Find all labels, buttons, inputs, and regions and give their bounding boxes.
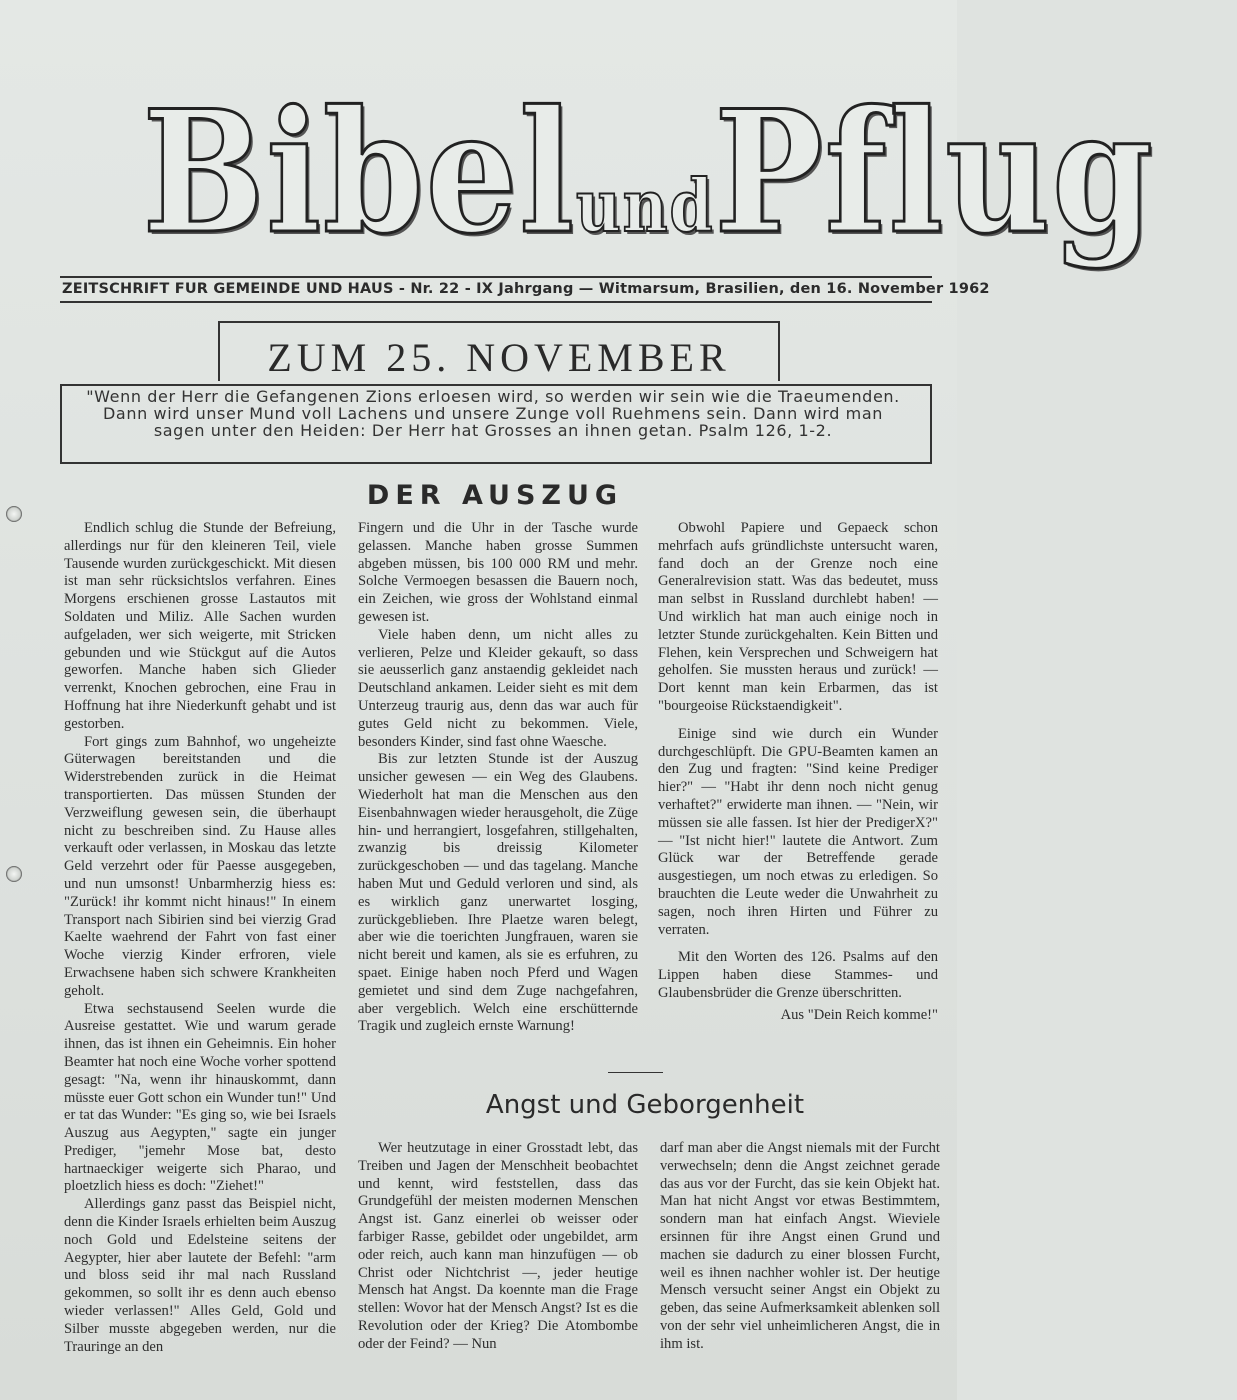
motto-quote: "Wenn der Herr die Gefangenen Zions erloesen wird, so werden wir sein wie die Traeumenden. Dann wird unser Mund voll Lachens und unsere Zunge voll Ruehmens sein. Dann wird man sagen unter den Heiden: Der Herr hat Grosses an ihnen getan. Psalm 126, 1-2. [86,387,900,440]
article2-column-1 [358,1140,638,1370]
paragraph: Einige sind wie durch ein Wunder durchgeschlüpft. Die GPU-Beamten kamen an den Zug und fragten: "Sind keine Prediger hier?" — "Habt ihr denn noch nicht genug verhaftet?" erwiderte man ihnen. — "Nein, wir müssen sie alle fassen. Ist hier der PredigerX?" — "Ist nicht hier!" lautete die Antwort. Zum Glück war der Betreffende gerade ausgestiegen, um noch etwas zu erledigen. So brauchten die Leute weder die Unwahrheit zu sagen, noch ihren Hirten und Führer zu verraten. [658,725,938,938]
masthead-title-left: Bibel [142,73,576,271]
motto-title: ZUM 25. NOVEMBER [267,335,731,380]
article-heading-angst: Angst und Geborgenheit [485,1090,805,1120]
article-source: Aus "Dein Reich komme!" [780,1006,938,1023]
paragraph: Fingern und die Uhr in der Tasche wurde gelassen. Manche haben grosse Summen abgeben müssen, bis 100 000 RM und mehr. Solche Vermoegen besassen die Bauern noch, ein Zeichen, wie gross der Wohlstand einmal gewesen ist. [358,520,638,625]
article-heading-der-auszug: DER AUSZUG [366,480,624,511]
article2-column-2 [660,1140,940,1370]
paragraph: Endlich schlug die Stunde der Befreiung, allerdings nur für den kleineren Teil, viele Tausende wurden zurückgeschickt. Mit diesen ist man sehr rücksichtslos verfahren. Eines Morgens erschienen grosse Lastautos mit Soldaten und Miliz. Alle Sachen wurden aufgeladen, wer sich weigerte, mit Stricken gebunden und wie Stückgut auf die Autos geworfen. Manche haben sich Glieder verrenkt, Knochen gebrochen, eine Frau in Hoffnung hat ihre Niederkunft gehabt und ist gestorben. [64,520,336,732]
paragraph: Mit den Worten des 126. Psalms auf den Lippen haben diese Stammes- und Glaubensbrüder die Grenze überschritten. [658,949,938,1001]
article-separator [608,1072,663,1073]
masthead-rule-bottom [60,301,932,303]
masthead-title-mid: und [575,163,715,248]
masthead [60,70,1155,275]
paragraph: Fort gings zum Bahnhof, wo ungeheizte Güterwagen bereitstanden und die Widerstrebenden zurück in die Heimat transportierten. Das müssen Stunden der Verzweiflung gewesen sein, die überhaupt nicht zu beschreiben sind. Zu Hause alles verkauft oder verlassen, in Moskau das letzte Geld verzehrt oder für Paesse ausgegeben, und nun umsonst! Unbarmherzig hiess es: "Zurück! ihr kommt nicht hinaus!" In einem Transport nach Sibirien sind bei vierzig Grad Kaelte waehrend der Fahrt von fast einer Woche vierzig Kinder erfroren, viele Erwachsene haben sich schwere Krankheiten geholt. [64,733,336,999]
masthead-title [142,70,1154,308]
article-column-3 [658,520,938,1060]
paragraph: Viele haben denn, um nicht alles zu verlieren, Pelze und Kleider gekauft, so dass sie aeusserlich ganz anstaendig gekleidet nach Deutschland ankamen. Leider sieht es mit dem Unterzeug traurig aus, denn das war auch für gutes Geld nicht zu bekommen. Viele, besonders Kinder, sind fast ohne Waesche. [358,626,638,750]
paragraph: darf man aber die Angst niemals mit der Furcht verwechseln; denn die Angst zeichnet gerade das aus vor der Furcht, das sie kein Objekt hat. Man hat nicht Angst vor etwas Bestimmtem, sondern man hat einfach Angst. Wieviele ersinnen für ihre Angst einen Grund und machen sie dadurch zu einer blossen Furcht, weil es ihnen nachher wohler ist. Der heutige Mensch versucht seiner Angst ein Objekt zu geben, das seine Aufmerksamkeit ablenken soll von der sehr viel unheimlicheren Angst, die in ihm ist. [660,1140,940,1352]
article-column-2 [358,520,638,1060]
article-column-1 [64,520,336,1370]
masthead-rule-top [60,276,932,278]
paragraph: Obwohl Papiere und Gepaeck schon mehrfach aufs gründlichste untersucht waren, fand doch an der Grenze noch eine Generalrevision statt. Was das bedeutet, muss man selbst in Russland durchlebt haben! — Und wirklich hat man auch einige noch in letzter Stunde zurückgehalten. Kein Bitten und Flehen, kein Versprechen und Schweigern hat geholfen. Sie mussten heraus und zurück! — Dort kennt man kein Erbarmen, das ist "bourgeoise Rückstaendigkeit". [658,520,938,714]
punch-hole-icon [6,866,22,882]
paragraph: Wer heutzutage in einer Grosstadt lebt, das Treiben und Jagen der Menschheit beobachtet und kennt, wird feststellen, dass das Grundgefühl der meisten modernen Menschen Angst ist. Ganz einerlei ob weisser oder farbiger Rasse, gebildet oder ungebildet, arm oder reich, auch kann man hinzufügen — ob Christ oder Nichtchrist —, jeder heutige Mensch hat Angst. Da koennte man die Frage stellen: Wovor hat der Mensch Angst? Ist es die Revolution oder der Krieg? Die Atombombe oder der Feind? — Nun [358,1140,638,1352]
paragraph: Allerdings ganz passt das Beispiel nicht, denn die Kinder Israels erhielten beim Auszug noch Gold und Edelsteine seitens der Aegypter, hier aber lautete der Befehl: "arm und bloss seid ihr mal nach Russland gekommen, so sollt ihr es denn auch ebenso wieder verlassen!" Alles Geld, Gold und Silber musste abgegeben werden, nur die Trauringe an den [64,1196,336,1355]
imprint-line: ZEITSCHRIFT FUR GEMEINDE UND HAUS - Nr. 22 - IX Jahrgang — Witmarsum, Brasilien, den 16. November 1962 [62,281,990,297]
masthead-title-right: Pflug [714,73,1155,271]
punch-hole-icon [6,506,22,522]
paragraph: Bis zur letzten Stunde ist der Auszug unsicher gewesen — ein Weg des Glaubens. Wiederholt hat man die Menschen aus den Eisenbahnwagen wieder herausgeholt, die Züge hin- und herrangiert, losgefahren, stillgehalten, zwanzig bis dreissig Kilometer zurückgeschoben — und das tagelang. Manche haben Mut und Geduld verloren und sind, als es wirklich ganz unerwartet losging, zurückgeblieben. Ihre Plaetze waren belegt, aber wie die toerichten Jungfrauen, waren sie nicht bereit und kamen, als sie es erfuhren, zu spaet. Einige haben noch Pferd und Wagen gemietet und sind dem Zuge nachgefahren, aber vergeblich. Welch eine erschütternde Tragik und zugleich ernste Warnung! [358,751,638,1035]
paragraph: Etwa sechstausend Seelen wurde die Ausreise gestattet. Wie und warum gerade ihnen, das ist ihnen ein Geheimnis. Ein hoher Beamter hat noch eine Woche vorher spottend gesagt: "Na, wenn ihr hinauskommt, dann müsste euer Gott schon ein Wunder tun!" Und er tat das Wunder: "Es ging so, wie bei Israels Auszug aus Aegypten," sagte ein junger Prediger, "jemehr Mose bat, desto hartnaeckiger weigerte sich Pharao, und ploetzlich hiess es doch: "Ziehet!" [64,1000,336,1195]
